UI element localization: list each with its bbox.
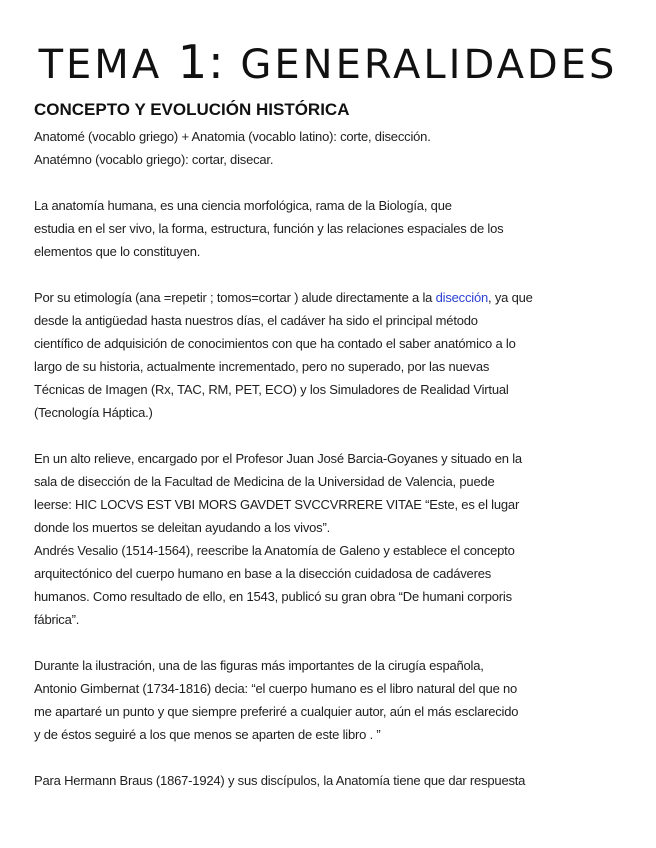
text-line: Andrés Vesalio (1514-1564), reescribe la Anatomía de Galeno y establece el concepto [34, 543, 515, 558]
paragraph-braus [34, 769, 634, 792]
text-line: fábrica”. [34, 612, 80, 627]
text-segment: Por su etimología (ana =repetir ; tomos=cortar ) alude directamente a la [34, 290, 436, 305]
text-line: Antonio Gimbernat (1734-1816) decia: “el cuerpo humano es el libro natural del que no [34, 681, 518, 696]
text-line: humanos. Como resultado de ello, en 1543, publicó su gran obra “De humani corporis [34, 589, 512, 604]
text-line: largo de su historia, actualmente incrementado, pero no superado, por las nuevas [34, 359, 490, 374]
paragraph-definition [34, 194, 634, 263]
text-line: Para Hermann Braus (1867-1924) y sus discípulos, la Anatomía tiene que dar respuesta [34, 773, 526, 788]
text-segment: , ya que [488, 290, 533, 305]
text-line: científico de adquisición de conocimientos con que ha contado el saber anatómico a lo [34, 336, 516, 351]
text-line: y de éstos seguiré a los que menos se aparten de este libro . ” [34, 727, 381, 742]
text-line: donde los muertos se deleitan ayudando a los vivos”. [34, 520, 331, 535]
text-line: Anatomé (vocablo griego) + Anatomia (vocablo latino): corte, disección. [34, 129, 431, 144]
diseccion-link[interactable]: disección [435, 290, 489, 305]
title-right: GENERALIDADES [240, 42, 618, 88]
text-line [34, 286, 634, 309]
text-line: sala de disección de la Facultad de Medicina de la Universidad de Valencia, puede [34, 474, 495, 489]
title-number: 1: [177, 35, 225, 89]
paragraph-relief-vesalio [34, 447, 634, 631]
text-line: La anatomía humana, es una ciencia morfológica, rama de la Biología, que [34, 198, 452, 213]
text-line: me apartaré un punto y que siempre preferiré a cualquier autor, aún el más esclarecido [34, 704, 519, 719]
page-title [0, 36, 656, 91]
text-line: desde la antigüedad hasta nuestros días, el cadáver ha sido el principal método [34, 313, 478, 328]
title-left: TEMA [38, 42, 163, 88]
paragraph-dissection [34, 286, 634, 424]
text-line: Anatémno (vocablo griego): cortar, disecar. [34, 152, 274, 167]
text-line: En un alto relieve, encargado por el Profesor Juan José Barcia-Goyanes y situado en la [34, 451, 522, 466]
text-line: (Tecnología Háptica.) [34, 405, 153, 420]
text-line: elementos que lo constituyen. [34, 244, 201, 259]
text-line: arquitectónico del cuerpo humano en base a la disección cuidadosa de cadáveres [34, 566, 492, 581]
text-line: leerse: HIC LOCVS EST VBI MORS GAVDET SVCCVRRERE VITAE “Este, es el lugar [34, 497, 520, 512]
section-heading: CONCEPTO Y EVOLUCIÓN HISTÓRICA [34, 100, 350, 119]
paragraph-gimbernat [34, 654, 634, 746]
document-body [34, 98, 634, 792]
text-line: Durante la ilustración, una de las figuras más importantes de la cirugía española, [34, 658, 484, 673]
text-line: estudia en el ser vivo, la forma, estructura, función y las relaciones espaciales de los [34, 221, 504, 236]
paragraph-etymology [34, 125, 634, 171]
text-line: Técnicas de Imagen (Rx, TAC, RM, PET, ECO) y los Simuladores de Realidad Virtual [34, 382, 509, 397]
